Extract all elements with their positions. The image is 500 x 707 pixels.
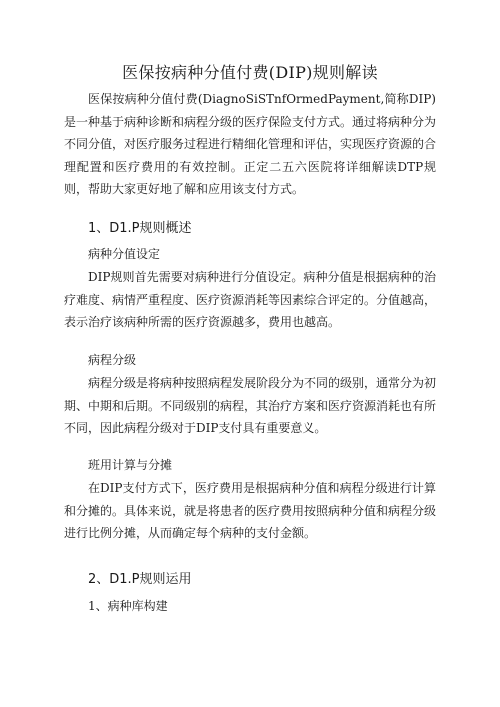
intro-paragraph: 医保按病种分值付费(DiagnoSiSTnfOrmedPayment,简称DIP)是一种基于病种诊断和病程分级的医疗保险支付方式。通过将病种分为不同分值，对医疗服务过程进行精细化管理和评估，实现医疗资源的合理配置和医疗费用的有效控制。正定二五六医院将详细解读DTP规则，帮助大家更好地了解和应用该支付方式。 [64, 92, 437, 196]
section-2-heading: 2、D1.P规则运用 [88, 572, 192, 587]
subsection-cost-text: 在DIP支付方式下，医疗费用是根据病种分值和病程分级进行计算和分摊的。具体来说，就是将患者的医疗费用按照病种分值和病程分级进行比例分摊，从而确定每个病种的支付金额。 [64, 481, 437, 540]
subsection-score-text: DIP规则首先需要对病种进行分值设定。病种分值是根据病种的治疗难度、病情严重程度、医疗资源消耗等因素综合评定的。分值越高，表示治疗该病种所需的医疗资源越多，费用也越高。 [64, 270, 437, 329]
subsection-score-heading: 病种分值设定 [88, 247, 161, 261]
document-title: 医保按病种分值付费(DIP)规则解读 [122, 63, 378, 82]
subsection-stage-heading: 病程分级 [88, 353, 137, 367]
section-1-heading: 1、D1.P规则概述 [88, 221, 192, 236]
subsection-library-heading: 1、病种库构建 [88, 599, 168, 613]
subsection-cost-heading: 班用计算与分摊 [88, 458, 173, 472]
subsection-stage-text: 病程分级是将病种按照病程发展阶段分为不同的级别，通常分为初期、中期和后期。不同级别的病程，其治疗方案和医疗资源消耗也有所不同，因此病程分级对于DIP支付具有重要意义。 [64, 376, 437, 435]
